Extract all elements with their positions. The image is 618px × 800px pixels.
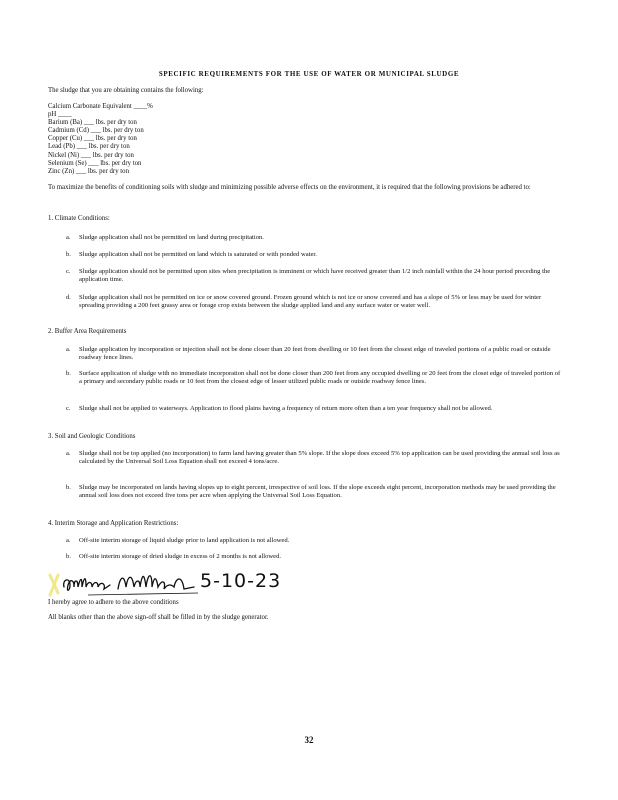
item-letter: b.: [66, 251, 71, 258]
item-letter: c.: [66, 405, 71, 412]
analysis-line: Zinc (Zn) ___ lbs. per dry ton: [48, 167, 129, 175]
agreement-line: I hereby agree to adhere to the above conditions: [48, 599, 179, 606]
section-heading-buffer: 2. Buffer Area Requirements: [48, 328, 127, 335]
analysis-line: Cadmium (Cd) ___ lbs. per dry ton: [48, 127, 144, 135]
item-text: Off-site interim storage of dried sludge in excess of 2 months is not allowed.: [79, 553, 282, 560]
item-text: Sludge application by incorporation or injection shall not be done closer than 20 feet from dwelling or 10 feet from the closest edge of traveled portions of a public road or outside roadway fence lines.: [79, 346, 551, 362]
sludge-analysis-list: [48, 103, 153, 176]
analysis-line: Nickel (Ni) ___ lbs. per dry ton: [48, 151, 134, 159]
analysis-line: Copper (Cu) ___ lbs. per dry ton: [48, 135, 137, 143]
item-letter: a.: [66, 346, 71, 353]
item-text: Sludge application shall not be permitted on land which is saturated or with ponded water.: [79, 251, 317, 258]
item-letter: b.: [66, 370, 71, 377]
item-text: Sludge may be incorporated on lands having slopes up to eight percent, irrespective of soil loss. If the slope exceeds eight percent, incorporation methods may be used providing the annual soil loss does not exceed five tons per acre when applying the Universal Soil Loss Equation.: [79, 484, 556, 500]
analysis-line: Selenium (Se) ___ lbs. per dry ton: [48, 159, 142, 167]
item-text: Sludge shall not be applied to waterways. Application to flood plains having a frequency of return more often than a ten year frequency shall not be allowed.: [79, 405, 493, 412]
analysis-line: pH ____: [48, 111, 72, 119]
analysis-line: Barium (Ba) ___ lbs. per dry ton: [48, 119, 137, 127]
section-heading-storage: 4. Interim Storage and Application Restrictions:: [48, 520, 179, 527]
intro-text: The sludge that you are obtaining contains the following:: [48, 87, 204, 94]
blanks-note: All blanks other than the above sign-off shall be filled in by the sludge generator.: [48, 614, 269, 621]
item-letter: d.: [66, 294, 71, 301]
section-heading-climate: 1. Climate Conditions:: [48, 215, 110, 222]
analysis-line: Lead (Pb) ___ lbs. per dry ton: [48, 143, 130, 151]
item-letter: a.: [66, 537, 71, 544]
item-letter: b.: [66, 484, 71, 491]
item-letter: c.: [66, 268, 71, 275]
signature-date: 5-10-23: [200, 570, 282, 592]
item-letter: a.: [66, 234, 71, 241]
item-text: Sludge application should not be permitted upon sites when precipitation is imminent or which have received greater than 1/2 inch rainfall within the 24 hour period preceding the application time.: [79, 268, 551, 284]
item-text: Off-site interim storage of liquid sludge prior to land application is not allowed.: [79, 537, 290, 544]
item-letter: b.: [66, 553, 71, 560]
section-heading-soil: 3. Soil and Geologic Conditions: [48, 433, 136, 440]
document-title: SPECIFIC REQUIREMENTS FOR THE USE OF WATER OR MUNICIPAL SLUDGE: [158, 70, 460, 78]
item-letter: a.: [66, 450, 71, 457]
analysis-line: Calcium Carbonate Equivalent ____%: [48, 103, 153, 110]
item-text: Sludge shall not be top applied (no incorporation) to farm land having greater than 5% slope. If the slope does exceed 5% top application can be used providing the annual soil loss as calculated by the Universal Soil Loss Equation shall not exceed 4 tons/acre.: [79, 450, 560, 466]
maximize-paragraph: To maximize the benefits of conditioning soils with sludge and minimizing possible adverse effects on the environment, it is required that the following provisions be adhered to:: [48, 184, 531, 191]
item-text: Surface application of sludge with no immediate incorporation shall not be done closer than 200 feet from any occupied dwelling or 20 feet from the closet edge of traveled portion of a primary and secondary public roads or 10 feet from the closest edge of lesser utilized public roads or outside roadway fence lines.: [79, 370, 561, 386]
item-text: Sludge application shall not be permitted on land during precipitation.: [79, 234, 264, 241]
page-number: 32: [304, 735, 314, 745]
item-text: Sludge application shall not be permitted on ice or snow covered ground. Frozen ground which is not ice or snow covered and has a slope of 5% or less may be used for winter spreading providing a 200 feet grassy area or forage crop exists between the sludge applied land and any surface water or water well.: [79, 294, 542, 310]
